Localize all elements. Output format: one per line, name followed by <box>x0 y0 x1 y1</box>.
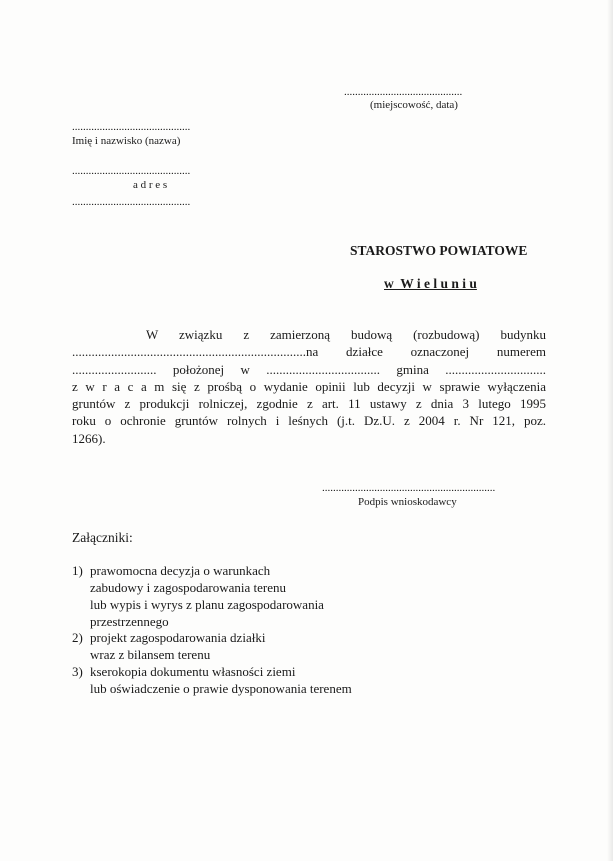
attachment-1-number: 1) <box>72 563 83 578</box>
place-date-dotted-line: ........................................... <box>344 86 463 98</box>
attachment-1-line-4: przestrzennego <box>90 614 169 629</box>
address-dotted-line-1: ........................................... <box>72 165 191 177</box>
body-line-6: roku o ochronie gruntów rolnych i leśnych (j.t. Dz.U. z 2004 r. Nr 121, poz. <box>72 413 546 428</box>
attachment-1-line-1: prawomocna decyzja o warunkach <box>90 563 271 578</box>
body-line-7: 1266). <box>72 431 106 446</box>
attachment-3-number: 3) <box>72 664 83 679</box>
attachment-3-line-2: lub oświadczenie o prawie dysponowania terenem <box>90 681 352 696</box>
attachment-2-line-1: projekt zagospodarowania działki <box>90 630 266 645</box>
address-label: a d r e s <box>133 179 168 191</box>
attachment-3-line-1: kserokopia dokumentu własności ziemi <box>90 664 296 679</box>
body-line-2: ........................................................................na działce oznaczonej numerem <box>72 344 546 359</box>
place-date-label: (miejscowość, data) <box>370 99 458 111</box>
address-dotted-line-2: ........................................... <box>72 196 191 208</box>
attachment-2-line-2: wraz z bilansem terenu <box>90 647 211 662</box>
addressee-location: w W i e l u n i u <box>384 276 477 291</box>
attachment-2-number: 2) <box>72 630 83 645</box>
signature-label: Podpis wnioskodawcy <box>358 496 457 508</box>
name-dotted-line: ........................................... <box>72 121 191 133</box>
attachment-1-line-3: lub wypis i wyrys z planu zagospodarowania <box>90 597 324 612</box>
attachments-heading: Załączniki: <box>72 530 133 545</box>
name-label: Imię i nazwisko (nazwa) <box>72 135 181 147</box>
body-line-3: .......................... położonej w ................................... gmina ............................... <box>72 362 546 377</box>
body-line-4: z w r a c a m się z prośbą o wydanie opinii lub decyzji w sprawie wyłączenia <box>72 379 546 394</box>
addressee-title: STAROSTWO POWIATOWE <box>350 243 528 258</box>
signature-dotted-line: ............................................................... <box>322 482 496 494</box>
attachment-1-line-2: zabudowy i zagospodarowania terenu <box>90 580 287 595</box>
body-line-1: W związku z zamierzoną budową (rozbudową) budynku <box>146 327 546 342</box>
page-edge-shadow <box>607 0 613 861</box>
body-line-5: gruntów z produkcji rolniczej, zgodnie z art. 11 ustawy z dnia 3 lutego 1995 <box>72 396 546 411</box>
